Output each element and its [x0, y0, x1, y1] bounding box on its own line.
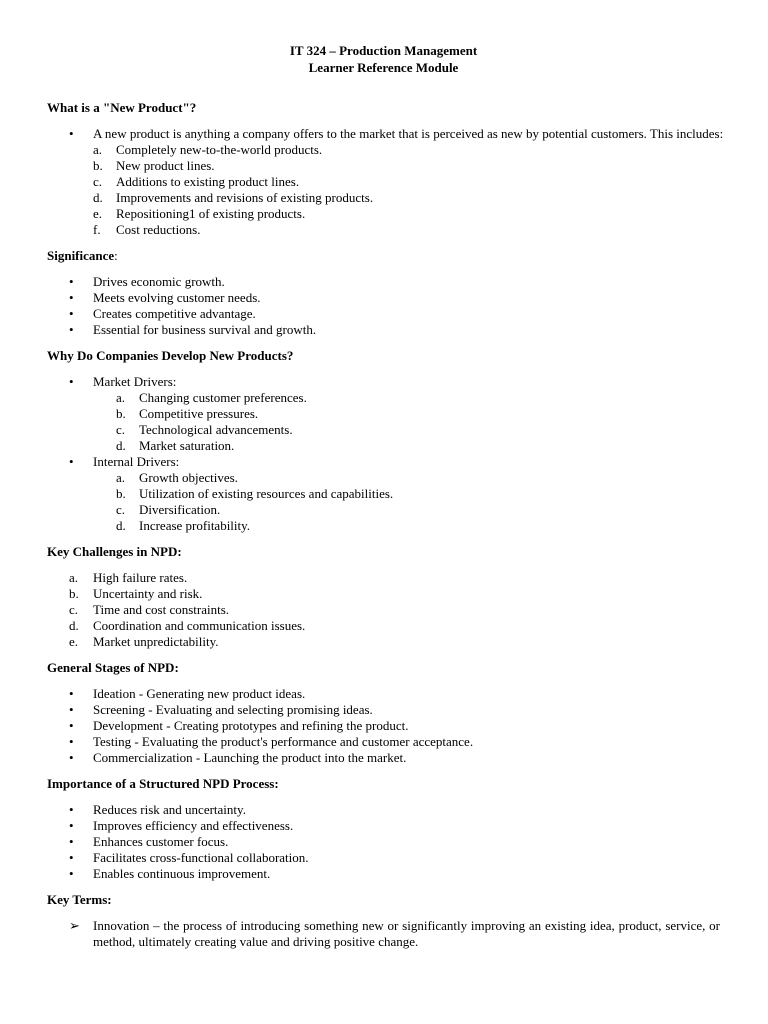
list-item-text: Diversification. [139, 502, 221, 517]
list-marker: d. [116, 438, 126, 453]
list-item [47, 518, 720, 534]
list-item-text: Meets evolving customer needs. [93, 290, 261, 305]
list-item-text: Drives economic growth. [93, 274, 225, 289]
module-title: Learner Reference Module [308, 60, 459, 75]
internal-drivers-label: Internal Drivers: [93, 454, 180, 469]
list-marker: a. [116, 470, 126, 485]
section-heading-importance: Importance of a Structured NPD Process: [47, 776, 279, 791]
list-item-text: Uncertainty and risk. [93, 586, 203, 601]
list-item-text: Improves efficiency and effectiveness. [93, 818, 294, 833]
list-item [47, 454, 720, 470]
list-marker: b. [116, 406, 126, 421]
section-heading-stages: General Stages of NPD: [47, 660, 179, 675]
list-item [47, 918, 720, 950]
list-item [47, 222, 720, 238]
list-item [47, 618, 720, 634]
list-item-text: Technological advancements. [139, 422, 293, 437]
market-drivers-label: Market Drivers: [93, 374, 177, 389]
list-marker: f. [93, 222, 101, 237]
list-marker: b. [69, 586, 79, 601]
list-item [47, 718, 720, 734]
list-item-text: Essential for business survival and growth. [93, 322, 317, 337]
list-item-text: Ideation - Generating new product ideas. [93, 686, 306, 701]
list-item [47, 802, 720, 818]
list-marker: b. [93, 158, 103, 173]
list-item-text: Completely new-to-the-world products. [116, 142, 323, 157]
list-marker: c. [116, 502, 126, 517]
list-item-text: Development - Creating prototypes and refining the product. [93, 718, 409, 733]
list-item [47, 634, 720, 650]
list-item-text: Facilitates cross-functional collaboration. [93, 850, 309, 865]
list-item [47, 750, 720, 766]
bullet: • [69, 850, 74, 865]
list-item [47, 602, 720, 618]
list-item [47, 142, 720, 158]
list-item [47, 390, 720, 406]
heading-colon: : [114, 248, 118, 263]
innovation-definition: Innovation – the process of introducing something new or significantly improving an existing idea, product, service, or method, ultimately creating value and driving positive change. [93, 918, 720, 949]
bullet: • [69, 834, 74, 849]
list-item-text: Competitive pressures. [139, 406, 259, 421]
section-heading-significance [47, 248, 720, 264]
list-item [47, 158, 720, 174]
bullet: • [69, 454, 74, 469]
list-item [47, 126, 724, 142]
list-item-text: High failure rates. [93, 570, 188, 585]
bullet: • [69, 802, 74, 817]
list-marker: e. [69, 634, 79, 649]
arrow-bullet-icon: ➢ [69, 918, 80, 933]
list-item-text: Repositioning1 of existing products. [116, 206, 306, 221]
list-item [47, 734, 720, 750]
list-item [47, 174, 720, 190]
list-item-text: Commercialization - Launching the product into the market. [93, 750, 407, 765]
list-item-text: Time and cost constraints. [93, 602, 230, 617]
list-marker: e. [93, 206, 103, 221]
list-item-text: Additions to existing product lines. [116, 174, 300, 189]
bullet: • [69, 274, 74, 289]
list-item-text: Screening - Evaluating and selecting promising ideas. [93, 702, 373, 717]
list-marker: a. [93, 142, 103, 157]
list-item [47, 486, 720, 502]
list-item-text: Testing - Evaluating the product's performance and customer acceptance. [93, 734, 474, 749]
list-marker: c. [93, 174, 103, 189]
list-marker: d. [69, 618, 79, 633]
section-heading-challenges: Key Challenges in NPD: [47, 544, 182, 559]
list-marker: d. [93, 190, 103, 205]
list-item [47, 306, 720, 322]
list-item [47, 866, 720, 882]
list-item [47, 190, 720, 206]
list-item [47, 702, 720, 718]
section-heading-key-terms: Key Terms: [47, 892, 112, 907]
list-marker: c. [116, 422, 126, 437]
list-item-text: Increase profitability. [139, 518, 251, 533]
list-item [47, 502, 720, 518]
list-item [47, 274, 720, 290]
list-marker: c. [69, 602, 79, 617]
section-heading-new-product: What is a "New Product"? [47, 100, 197, 115]
bullet: • [69, 322, 74, 337]
document-page [47, 42, 724, 950]
list-item [47, 438, 720, 454]
bullet: • [69, 686, 74, 701]
list-item [47, 422, 720, 438]
list-item-text: New product lines. [116, 158, 215, 173]
bullet: • [69, 126, 74, 141]
list-item-text: A new product is anything a company offers to the market that is perceived as new by potential customers. This includes: [93, 126, 724, 141]
list-item-text: Cost reductions. [116, 222, 201, 237]
list-marker: a. [116, 390, 126, 405]
list-marker: b. [116, 486, 126, 501]
list-item [47, 570, 720, 586]
list-item-text: Improvements and revisions of existing products. [116, 190, 374, 205]
bullet: • [69, 818, 74, 833]
list-item-text: Market unpredictability. [93, 634, 219, 649]
list-item [47, 834, 720, 850]
list-item [47, 850, 720, 866]
list-item [47, 322, 720, 338]
list-item [47, 206, 720, 222]
list-item-text: Utilization of existing resources and capabilities. [139, 486, 394, 501]
course-title: IT 324 – Production Management [289, 43, 478, 58]
bullet: • [69, 750, 74, 765]
bullet: • [69, 374, 74, 389]
list-marker: a. [69, 570, 79, 585]
list-item-text: Enhances customer focus. [93, 834, 229, 849]
bullet: • [69, 702, 74, 717]
list-item [47, 406, 720, 422]
list-marker: d. [116, 518, 126, 533]
list-item-text: Coordination and communication issues. [93, 618, 306, 633]
list-item-text: Creates competitive advantage. [93, 306, 256, 321]
section-heading-why: Why Do Companies Develop New Products? [47, 348, 294, 363]
bullet: • [69, 718, 74, 733]
list-item-text: Growth objectives. [139, 470, 238, 485]
list-item [47, 374, 720, 390]
list-item-text: Enables continuous improvement. [93, 866, 271, 881]
bullet: • [69, 734, 74, 749]
list-item-text: Changing customer preferences. [139, 390, 307, 405]
bullet: • [69, 290, 74, 305]
bullet: • [69, 866, 74, 881]
list-item [47, 818, 720, 834]
list-item [47, 290, 720, 306]
list-item [47, 470, 720, 486]
list-item [47, 686, 720, 702]
list-item [47, 586, 720, 602]
bullet: • [69, 306, 74, 321]
list-item-text: Reduces risk and uncertainty. [93, 802, 246, 817]
list-item-text: Market saturation. [139, 438, 235, 453]
significance-heading-text: Significance [47, 248, 115, 263]
